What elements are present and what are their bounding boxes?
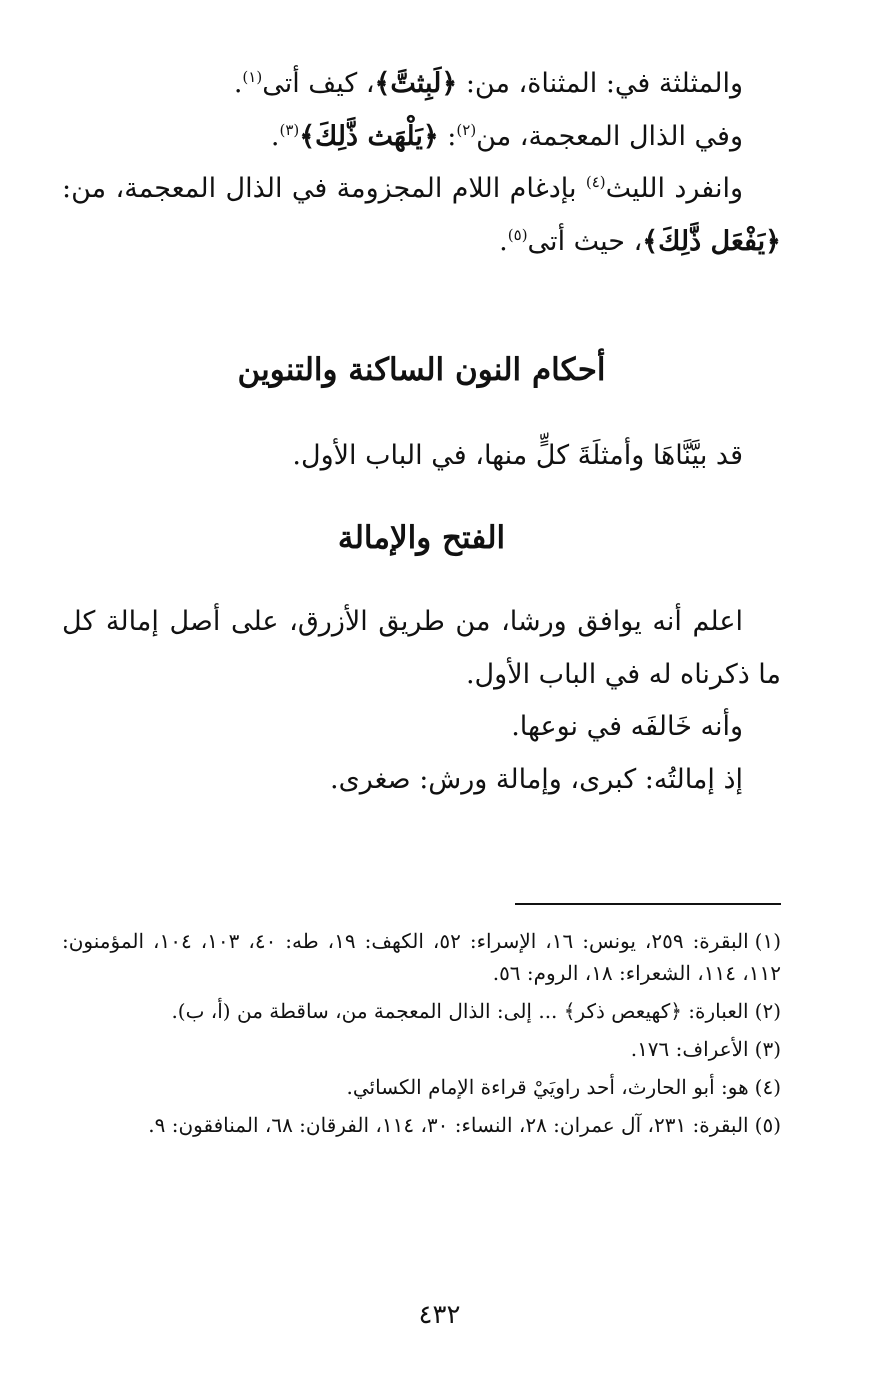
paragraph-7: إذ إمالتُه: كبرى، وإمالة ورش: صغرى. [330, 763, 743, 795]
paragraph-5: اعلم أنه يوافق ورشا، من طريق الأزرق، على أصل إمالة كل ما ذكرناه له في الباب الأول. [62, 606, 781, 690]
footnote-2 [62, 995, 781, 1027]
paragraph-3-text-c: ، حيث أتى [527, 225, 643, 257]
footnote-text: الأعراف: ١٧٦. [630, 1037, 749, 1061]
paragraph-2 [62, 111, 781, 164]
footnote-4 [62, 1071, 781, 1103]
quran-quote: ﴿يَلْهَث ذَّلِكَ﴾ [299, 120, 439, 152]
footnote-marker: (٢) [456, 120, 477, 139]
footnote-marker: (٤) [585, 173, 606, 192]
footnote-marker: (١) [242, 68, 263, 86]
footnote-number: (٢) [754, 999, 781, 1023]
footnote-number: (٤) [754, 1075, 781, 1099]
paragraph-4: قد بيَّنَّاهَا وأمثلَةَ كلٍّ منها، في الباب الأول. [292, 440, 743, 471]
body-middle [62, 430, 781, 483]
body-top [62, 58, 781, 269]
paragraph-1-text-c: . [233, 68, 243, 99]
paragraph-2-text-a: وفي الذال المعجمة، من [476, 120, 743, 152]
footnotes [62, 925, 781, 1147]
paragraph-3-text-d: . [499, 225, 508, 257]
page-number: ٤٣٢ [418, 1300, 461, 1330]
footnote-marker: (٥) [507, 225, 528, 244]
section-heading-nun: أحكام النون الساكنة والتنوين [237, 352, 606, 388]
footnote-5 [62, 1109, 781, 1141]
footnote-divider [515, 903, 781, 905]
paragraph-3-text-a: وانفرد الليث [605, 173, 744, 205]
paragraph-6: وأنه خَالفَه في نوعها. [511, 711, 743, 743]
footnote-number: (١) [754, 929, 782, 953]
footnote-marker: (٣) [279, 120, 300, 139]
footnote-1 [62, 925, 781, 989]
paragraph-1 [62, 58, 781, 111]
paragraph-2-text-b: : [438, 120, 457, 152]
footnote-text: البقرة: ٢٥٩، يونس: ١٦، الإسراء: ٥٢، الكهف: ١٩، طه: ٤٠، ١٠٣، ١٠٤، المؤمنون: ١١٢، ١١٤، الشعراء: ١٨، الروم: ٥٦. [62, 929, 781, 985]
paragraph-3 [62, 163, 781, 268]
paragraph-3-text-b: بإدغام اللام المجزومة في الذال المعجمة، من: [62, 173, 586, 205]
section-heading-imala: الفتح والإمالة [337, 520, 506, 556]
footnote-number: (٥) [754, 1113, 781, 1137]
quran-quote: ﴿لَبِثتَّ﴾ [374, 68, 458, 99]
footnote-3 [62, 1033, 781, 1065]
footnote-number: (٣) [754, 1037, 781, 1061]
footnote-text: العبارة: ﴿كهيعص ذكر﴾ ... إلى: الذال المعجمة من، ساقطة من (أ، ب). [171, 999, 749, 1023]
footnote-text: هو: أبو الحارث، أحد راويَيْ قراءة الإمام الكسائي. [346, 1075, 749, 1099]
quran-quote: ﴿يَفْعَل ذَّلِكَ﴾ [642, 225, 781, 257]
paragraph-1-text-a: والمثلثة في: المثناة، من: [457, 68, 743, 99]
footnote-text: البقرة: ٢٣١، آل عمران: ٢٨، النساء: ٣٠، ١١٤، الفرقان: ٦٨، المنافقون: ٩. [148, 1113, 749, 1137]
body-bottom [62, 596, 781, 807]
paragraph-2-text-c: . [270, 120, 280, 152]
paragraph-1-text-b: ، كيف أتى [262, 68, 375, 99]
